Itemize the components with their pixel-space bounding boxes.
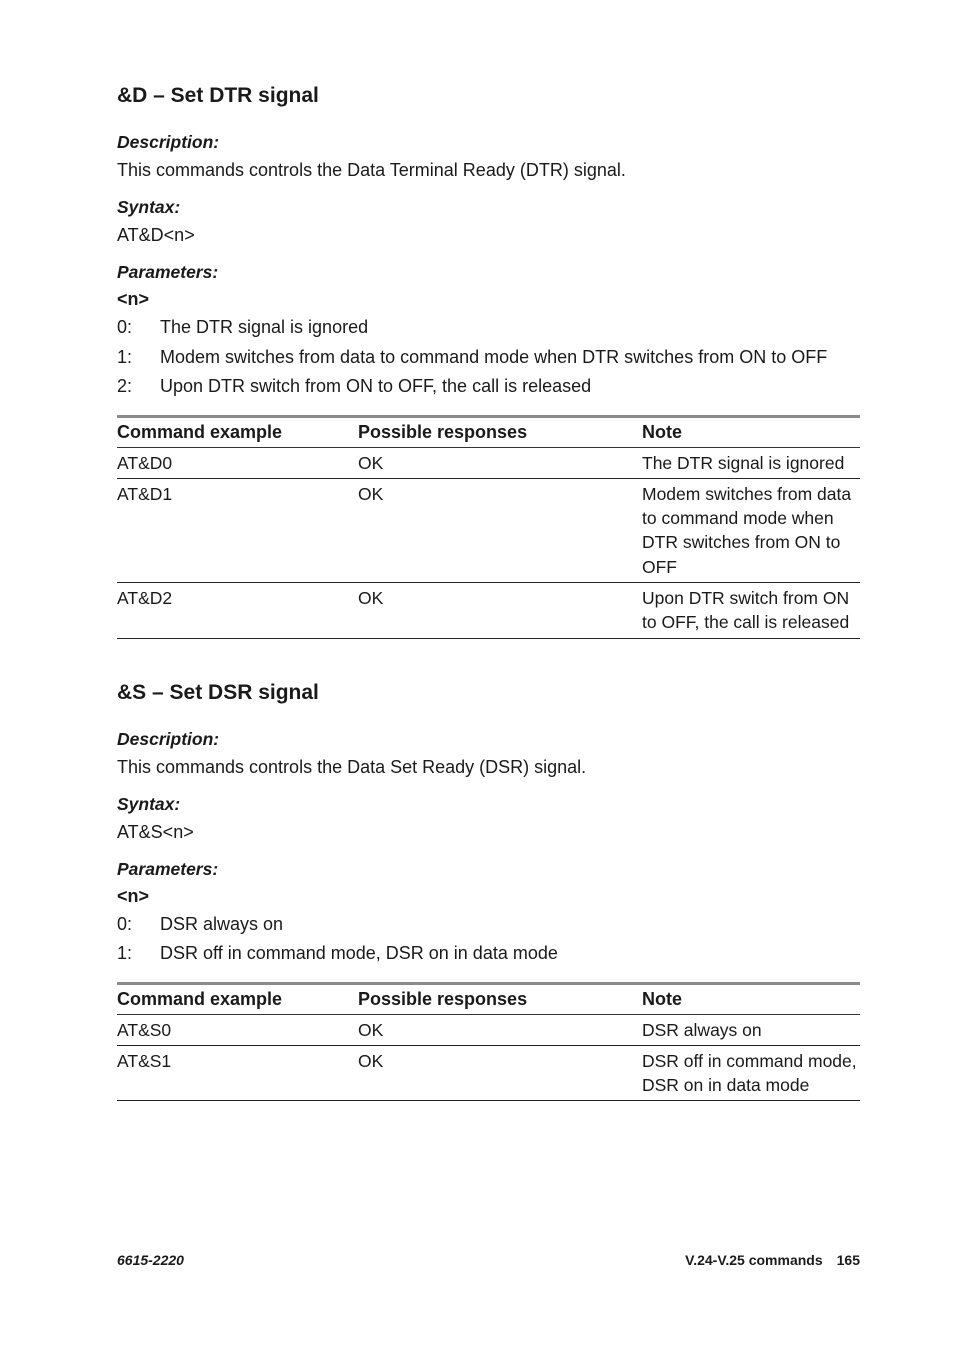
cell-note: The DTR signal is ignored (642, 447, 860, 478)
cell-response: OK (358, 1045, 642, 1101)
section-dsr (117, 679, 860, 1102)
table-header-row (117, 983, 860, 1014)
table-row (117, 447, 860, 478)
param-item (117, 374, 860, 399)
param-text: DSR always on (160, 913, 284, 934)
page-number: 165 (836, 1252, 860, 1268)
param-item (117, 912, 860, 937)
command-table (117, 982, 860, 1102)
param-text: DSR off in command mode, DSR on in data mode (160, 943, 558, 964)
command-table (117, 415, 860, 639)
doc-number: 6615-2220 (117, 1252, 184, 1268)
header-note: Note (642, 416, 860, 447)
section-title: &D – Set DTR signal (117, 84, 319, 107)
param-item (117, 345, 860, 370)
footer-right (685, 1250, 860, 1270)
section-title: &S – Set DSR signal (117, 680, 319, 704)
cell-command: AT&S1 (117, 1045, 358, 1101)
syntax-label: Syntax: (117, 197, 181, 217)
page-footer (117, 1250, 860, 1270)
table-row (117, 1045, 860, 1101)
table-header-row (117, 416, 860, 447)
cell-command: AT&D2 (117, 582, 358, 638)
header-command-example: Command example (117, 983, 358, 1014)
param-name: <n> (117, 289, 150, 309)
cell-command: AT&D1 (117, 478, 358, 582)
cell-note: Modem switches from data to command mode when DTR switches from ON to OFF (642, 478, 860, 582)
param-text: The DTR signal is ignored (160, 317, 369, 337)
param-key: 1: (117, 346, 133, 367)
cell-response: OK (358, 582, 642, 638)
description-label: Description: (117, 132, 220, 152)
param-item (117, 941, 860, 966)
cell-command: AT&D0 (117, 447, 358, 478)
header-possible-responses: Possible responses (358, 983, 642, 1014)
cell-command: AT&S0 (117, 1014, 358, 1045)
param-text: Modem switches from data to command mode when DTR switches from ON to OFF (160, 346, 828, 367)
syntax-text: AT&D<n> (117, 225, 195, 245)
param-key: 0: (117, 913, 133, 934)
header-command-example: Command example (117, 416, 358, 447)
param-name: <n> (117, 885, 150, 906)
table-row (117, 582, 860, 638)
description-text: This commands controls the Data Terminal Ready (DTR) signal. (117, 160, 626, 180)
table-row (117, 1014, 860, 1045)
param-item (117, 315, 860, 340)
syntax-text: AT&S<n> (117, 821, 194, 842)
param-key: 0: (117, 317, 133, 337)
section-dtr (117, 82, 860, 639)
cell-note: DSR off in command mode, DSR on in data mode (642, 1045, 860, 1101)
param-key: 1: (117, 943, 133, 964)
description-text: This commands controls the Data Set Ready (DSR) signal. (117, 756, 587, 777)
cell-response: OK (358, 447, 642, 478)
header-note: Note (642, 983, 860, 1014)
page-content (117, 82, 860, 1141)
parameters-label: Parameters: (117, 262, 219, 282)
cell-response: OK (358, 478, 642, 582)
param-text: Upon DTR switch from ON to OFF, the call is released (160, 376, 592, 396)
cell-note: Upon DTR switch from ON to OFF, the call is released (642, 582, 860, 638)
parameters-label: Parameters: (117, 858, 219, 879)
cell-note: DSR always on (642, 1014, 860, 1045)
syntax-label: Syntax: (117, 793, 181, 814)
description-label: Description: (117, 728, 220, 749)
table-row (117, 478, 860, 582)
param-key: 2: (117, 376, 133, 396)
chapter-title: V.24-V.25 commands (685, 1252, 823, 1268)
cell-response: OK (358, 1014, 642, 1045)
header-possible-responses: Possible responses (358, 416, 642, 447)
